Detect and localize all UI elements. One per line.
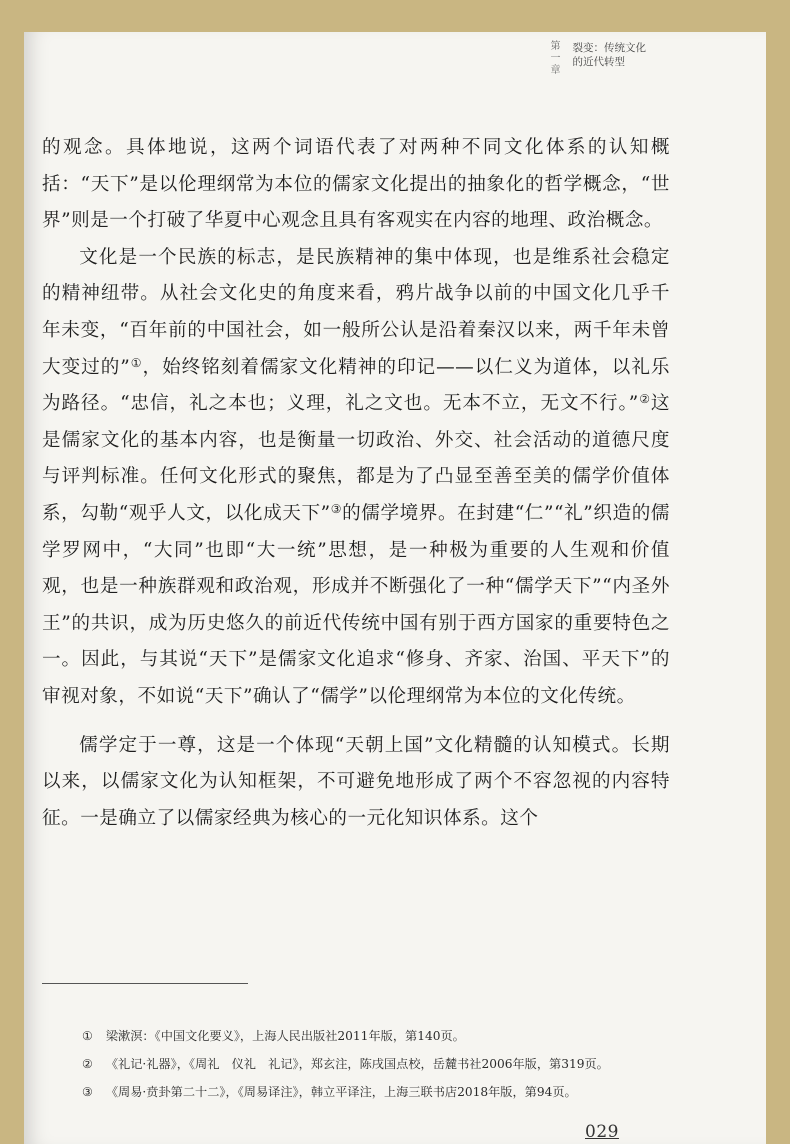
running-header	[551, 41, 647, 77]
chapter-title	[573, 41, 647, 69]
footnote-marker: ③	[82, 1085, 93, 1099]
footnote-ref: ②	[638, 392, 651, 407]
page-number-text: 029	[585, 1122, 619, 1142]
body-text	[42, 130, 670, 837]
chapter-char: 一	[550, 53, 561, 64]
footnote-text: 梁漱溟：《中国文化要义》，上海人民出版社2011年版，第140页。	[105, 1029, 465, 1043]
chapter-label	[551, 41, 561, 77]
text-run: ，始终铭刻着儒家文化精神的印记——以仁义为道体，以礼乐为路径。“忠信，礼之本也；义理，礼之文也。无本不立，无文不行。”	[42, 356, 670, 415]
footnote-text: 《礼记·礼器》，《周礼 仪礼 礼记》，郑玄注，陈戌国点校，岳麓书社2006年版，第319页。	[105, 1057, 609, 1071]
chapter-char: 章	[550, 65, 561, 76]
footnote-ref: ①	[130, 355, 143, 370]
footnote	[42, 1051, 670, 1077]
paragraph	[42, 130, 670, 240]
text-run: 的观念。具体地说，这两个词语代表了对两种不同文化体系的认知概括：“天下”是以伦理纲常为本位的儒家文化提出的抽象化的哲学概念，“世界”则是一个打破了华夏中心观念且具有客观实在内容的地理、政治概念。	[42, 137, 670, 232]
footnote	[42, 1023, 670, 1049]
footnotes	[42, 1023, 670, 1105]
text-run: 的儒学境界。在封建“仁”“礼”织造的儒学罗网中，“大同”也即“大一统”思想，是一种极为重要的人生观和价值观，也是一种族群观和政治观，形成并不断强化了一种“儒学天下”“内圣外王”的共识，成为历史悠久的前近代传统中国有别于西方国家的重要特色之一。因此，与其说“天下”是儒家文化追求“修身、齐家、治国、平天下”的审视对象，不如说“天下”确认了“儒学”以伦理纲常为本位的文化传统。	[42, 502, 670, 707]
text-run: 文化是一个民族的标志，是民族精神的集中体现，也是维系社会稳定的精神纽带。从社会文化史的角度来看，鸦片战争以前的中国文化几乎千年未变，“百年前的中国社会，如一般所公认是沿着秦汉以来，两千年未曾大变过的”	[42, 246, 670, 378]
footnote	[42, 1079, 670, 1105]
footnote-text: 《周易·贲卦第二十二》，《周易译注》，韩立平译注，上海三联书店2018年版，第94页。	[105, 1085, 577, 1099]
paragraph	[42, 728, 670, 838]
paragraph-gap	[42, 716, 670, 728]
page-number	[585, 1122, 619, 1142]
footnote-ref: ③	[330, 501, 343, 516]
footnote-marker: ②	[82, 1057, 93, 1071]
footnote-marker: ①	[82, 1029, 93, 1043]
book-page	[24, 32, 766, 1144]
text-run: 儒学定于一尊，这是一个体现“天朝上国”文化精髓的认知模式。长期以来，以儒家文化为认知框架，不可避免地形成了两个不容忽视的内容特征。一是确立了以儒家经典为核心的一元化知识体系。这个	[42, 734, 670, 829]
paragraph	[42, 240, 670, 716]
footnote-rule	[42, 983, 248, 984]
text-run: 这是儒家文化的基本内容，也是衡量一切政治、外交、社会活动的道德尺度与评判标准。任何文化形式的聚焦，都是为了凸显至善至美的儒学价值体系，勾勒“观乎人文，以化成天下”	[42, 393, 670, 524]
chapter-title-line: 裂变：传统文化	[572, 42, 646, 54]
chapter-title-line: 的近代转型	[572, 56, 625, 68]
chapter-char: 第	[550, 41, 561, 52]
